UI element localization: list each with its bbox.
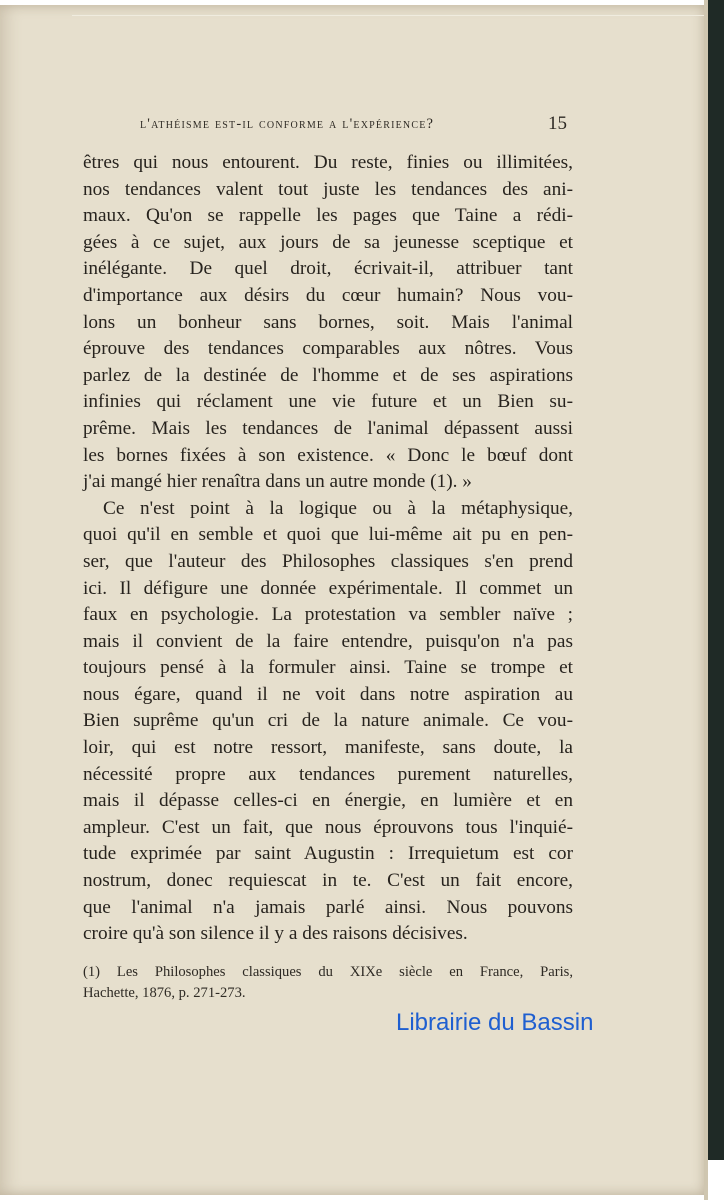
- text-line: infinies qui réclament une vie future et un Bien su-: [83, 391, 573, 413]
- text-line: ser, que l'auteur des Philosophes classiques s'en prend: [83, 550, 573, 572]
- text-line: loir, qui est notre ressort, manifeste, sans doute, la: [83, 737, 573, 759]
- text-line: inélégante. De quel droit, écrivait-il, attribuer tant: [83, 258, 573, 280]
- text-line: Bien suprême qu'un cri de la nature animale. Ce vou-: [83, 710, 573, 732]
- text-line: prême. Mais les tendances de l'animal dépassent aussi: [83, 417, 573, 439]
- text-line: les bornes fixées à son existence. « Donc le bœuf dont: [83, 444, 573, 466]
- text-line: éprouve des tendances comparables aux nôtres. Vous: [83, 338, 573, 360]
- text-line: faux en psychologie. La protestation va sembler naïve ;: [83, 604, 573, 626]
- footnote-line: (1) Les Philosophes classiques du XIXe siècle en France, Paris,: [83, 964, 573, 980]
- text-line: lons un bonheur sans bornes, soit. Mais l'animal: [83, 311, 573, 333]
- text-line: nécessité propre aux tendances purement naturelles,: [83, 763, 573, 785]
- body-text: [83, 150, 573, 948]
- text-line: Ce n'est point à la logique ou à la métaphysique,: [103, 497, 573, 519]
- text-line: quoi qu'il en semble et quoi que lui-même ait pu en pen-: [83, 524, 573, 546]
- text-line: gées à ce sujet, aux jours de sa jeunesse sceptique et: [83, 231, 573, 253]
- running-header: l'athéisme est-il conforme a l'expérience?: [140, 116, 435, 132]
- footnote: [83, 962, 573, 1004]
- text-line: que l'animal n'a jamais parlé ainsi. Nous pouvons: [83, 896, 573, 918]
- text-line: mais il convient de la faire entendre, puisqu'on n'a pas: [83, 630, 573, 652]
- text-line: nostrum, donec requiescat in te. C'est un fait encore,: [83, 870, 573, 892]
- text-line: d'importance aux désirs du cœur humain? Nous vou-: [83, 284, 573, 306]
- text-line: j'ai mangé hier renaîtra dans un autre monde (1). »: [83, 471, 472, 493]
- text-line: ampleur. C'est un fait, que nous éprouvons tous l'inquié-: [83, 816, 573, 838]
- page-top-edge: [72, 15, 712, 16]
- book-spine: [708, 0, 724, 1160]
- text-line: croire qu'à son silence il y a des raisons décisives.: [83, 923, 468, 945]
- text-line: nos tendances valent tout juste les tendances des ani-: [83, 178, 573, 200]
- text-line: toujours pensé à la formuler ainsi. Taine se trompe et: [83, 657, 573, 679]
- text-line: parlez de la destinée de l'homme et de ses aspirations: [83, 364, 573, 386]
- footnote-line: Hachette, 1876, p. 271-273.: [83, 985, 246, 1001]
- text-line: tude exprimée par saint Augustin : Irrequietum est cor: [83, 843, 573, 865]
- text-line: maux. Qu'on se rappelle les pages que Taine a rédi-: [83, 205, 573, 227]
- text-line: nous égare, quand il ne voit dans notre aspiration au: [83, 683, 573, 705]
- text-line: ici. Il défigure une donnée expérimentale. Il commet un: [83, 577, 573, 599]
- watermark: Librairie du Bassin: [396, 1009, 594, 1036]
- page-number: 15: [548, 113, 567, 134]
- text-line: mais il dépasse celles-ci en énergie, en lumière et en: [83, 790, 573, 812]
- text-line: êtres qui nous entourent. Du reste, finies ou illimitées,: [83, 152, 573, 173]
